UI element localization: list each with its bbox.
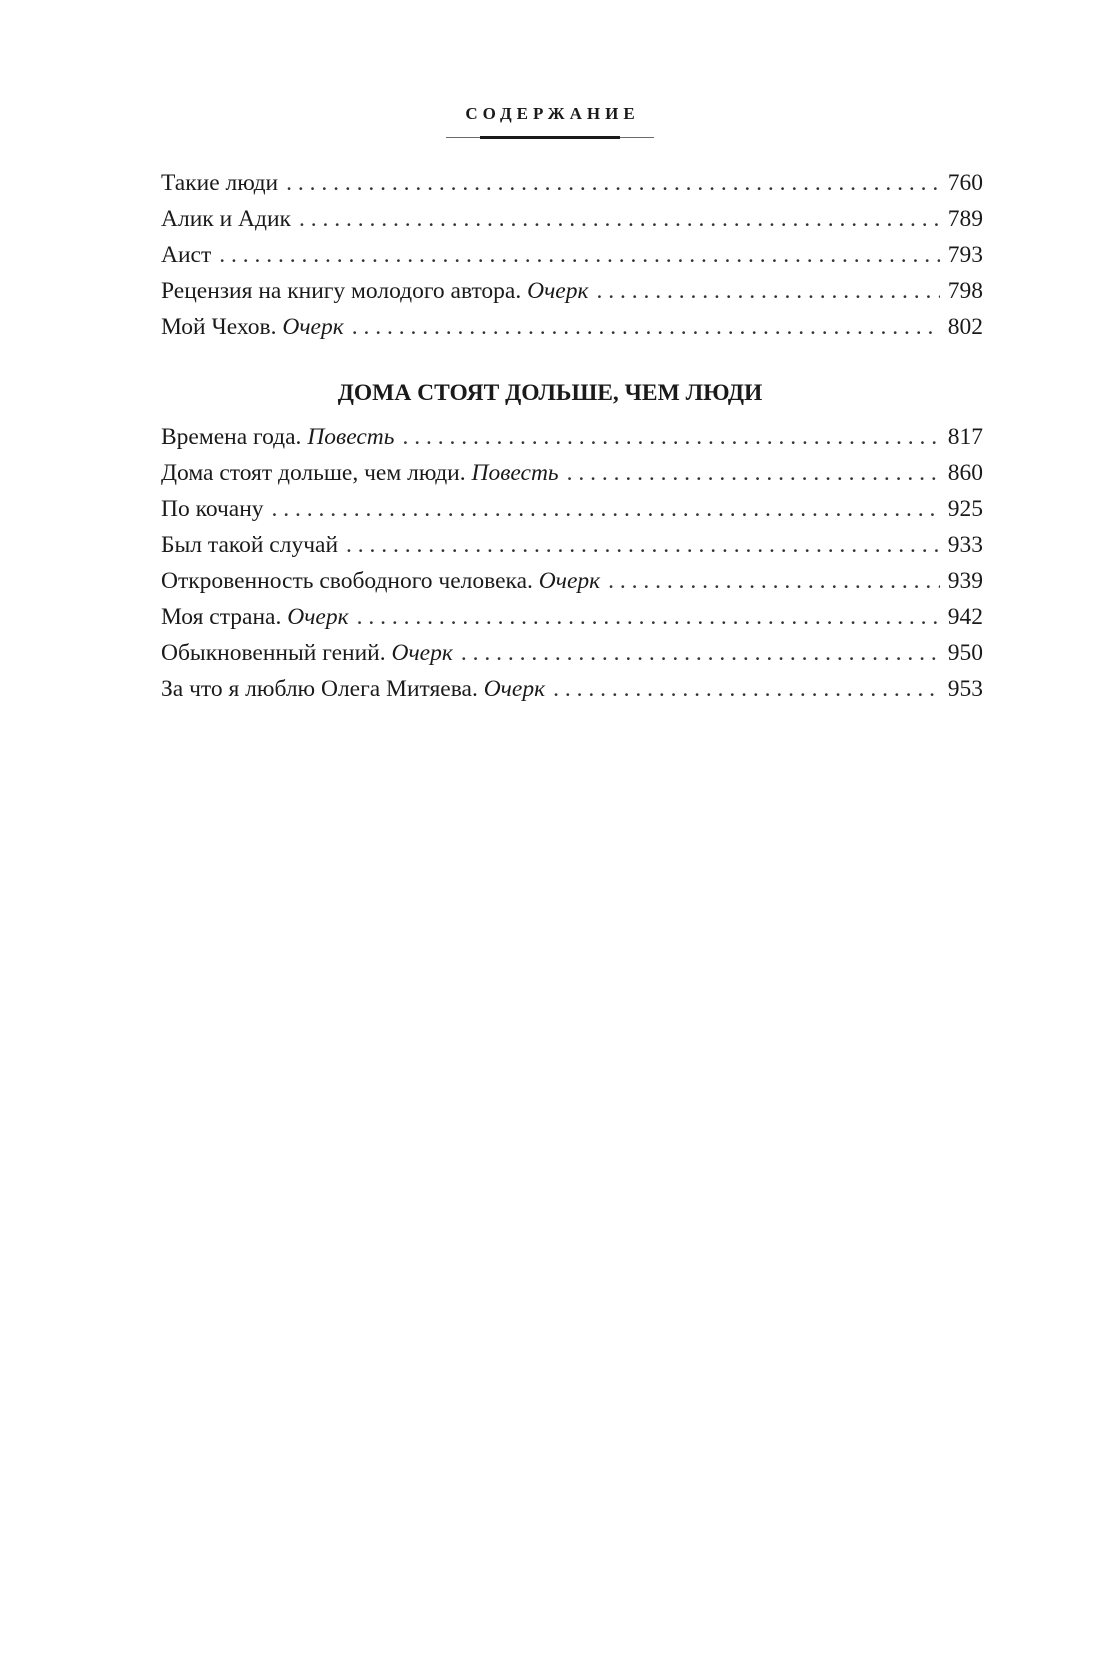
toc-entry	[161, 278, 983, 314]
toc-page-number: 789	[947, 206, 983, 232]
toc-entry-title: Мой Чехов. Очерк	[161, 314, 344, 340]
toc-entry-title: По кочану	[161, 496, 264, 522]
toc-entry-genre: Очерк	[282, 314, 344, 340]
toc-page-number: 950	[947, 640, 983, 666]
toc-entry	[161, 568, 983, 604]
toc-entry	[161, 242, 983, 278]
toc-page-number: 760	[947, 170, 983, 196]
toc-entry-genre: Повесть	[307, 424, 395, 450]
toc-entry	[161, 460, 983, 496]
dot-leader	[553, 676, 940, 703]
section-heading: ДОМА СТОЯТ ДОЛЬШЕ, ЧЕМ ЛЮДИ	[337, 380, 763, 406]
toc-list-1	[161, 170, 983, 350]
toc-entry	[161, 206, 983, 242]
toc-page-number: 942	[947, 604, 983, 630]
toc-entry-genre: Повесть	[471, 460, 559, 486]
toc-page-number: 817	[947, 424, 983, 450]
toc-entry	[161, 170, 983, 206]
toc-entry-title: За что я люблю Олега Митяева. Очерк	[161, 676, 546, 702]
toc-entry-title: Дома стоят дольше, чем люди. Повесть	[161, 460, 559, 486]
toc-entry-title: Откровенность свободного человека. Очерк	[161, 568, 601, 594]
toc-entry	[161, 604, 983, 640]
dot-leader	[286, 170, 940, 197]
toc-entry-title: Такие люди	[161, 170, 279, 196]
dot-leader	[596, 278, 939, 305]
running-head: СОДЕРЖАНИЕ	[465, 104, 640, 123]
toc-page-number: 798	[947, 278, 983, 304]
toc-entry-title: Моя страна. Очерк	[161, 604, 349, 630]
toc-entry-genre: Очерк	[527, 278, 589, 304]
toc-entry-title: Рецензия на книгу молодого автора. Очерк	[161, 278, 589, 304]
toc-entry-genre: Очерк	[483, 676, 546, 702]
toc-entry	[161, 676, 983, 712]
toc-page-number: 953	[947, 676, 983, 702]
toc-page-number: 802	[947, 314, 983, 340]
page-header	[0, 104, 1100, 138]
dot-leader	[272, 496, 940, 523]
dot-leader	[461, 640, 940, 667]
toc-page-number: 933	[947, 532, 983, 558]
dot-leader	[299, 206, 940, 233]
toc-entry-title: Обыкновенный гений. Очерк	[161, 640, 453, 666]
toc-entry	[161, 640, 983, 676]
toc-entry-title: Алик и Адик	[161, 206, 291, 232]
dot-leader	[608, 568, 940, 595]
toc-entry	[161, 314, 983, 350]
toc-entry	[161, 424, 983, 460]
dot-leader	[219, 242, 940, 269]
dot-leader	[567, 460, 940, 487]
toc-entry-genre: Очерк	[391, 640, 453, 666]
toc-page-number: 939	[947, 568, 983, 594]
toc-list-2	[161, 424, 983, 712]
header-rule	[446, 136, 654, 138]
dot-leader	[346, 532, 940, 559]
toc-entry-genre: Очерк	[538, 568, 601, 594]
toc-entry-title: Был такой случай	[161, 532, 339, 558]
toc-entry	[161, 496, 983, 532]
toc-entry	[161, 532, 983, 568]
toc-page-number: 925	[947, 496, 983, 522]
dot-leader	[402, 424, 939, 451]
toc-page-number: 793	[947, 242, 983, 268]
toc-entry-title: Времена года. Повесть	[161, 424, 395, 450]
dot-leader	[352, 314, 940, 341]
toc-entry-title: Аист	[161, 242, 212, 268]
toc-page-number: 860	[947, 460, 983, 486]
dot-leader	[357, 604, 940, 631]
toc-entry-genre: Очерк	[287, 604, 349, 630]
